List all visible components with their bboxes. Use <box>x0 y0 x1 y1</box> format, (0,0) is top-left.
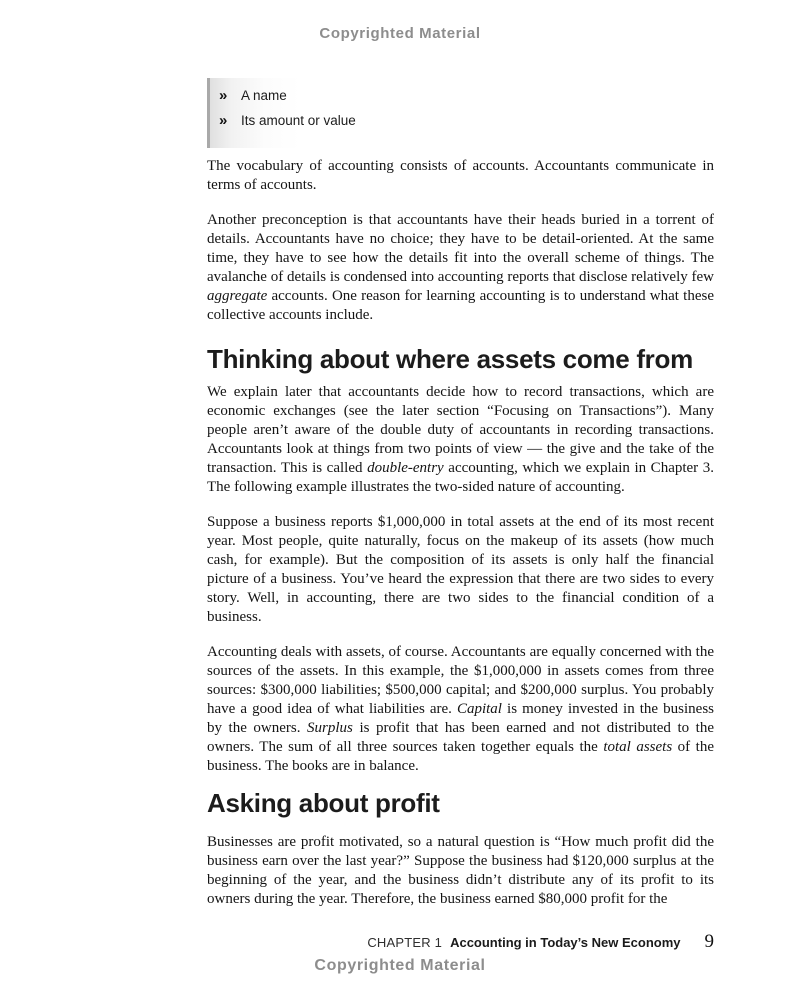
section-heading-profit: Asking about profit <box>207 788 440 818</box>
paragraph-preconception: Another preconception is that accountants have their heads buried in a torrent of details. Accountants have no choice; they have to be detail-oriented. At the same time, they have to see how the details fit into the overall scheme of things. The avalanche of details is condensed into accounting reports that disclose relatively few aggregate accounts. One reason for learning accounting is to understand what these collective accounts include. <box>207 212 714 323</box>
bullet-item-label: A name <box>241 88 287 103</box>
chapter-title: Accounting in Today’s New Economy <box>450 935 681 950</box>
chevron-bullet-icon: » <box>219 112 228 129</box>
bullet-list <box>207 78 714 148</box>
section-heading-assets: Thinking about where assets come from <box>207 344 693 374</box>
list-item <box>219 112 714 129</box>
paragraph-vocabulary: The vocabulary of accounting consists of accounts. Accountants communicate in terms of accounts. <box>207 158 714 193</box>
paragraph-total-assets-example: Suppose a business reports $1,000,000 in total assets at the end of its most recent year. Most people, quite naturally, focus on the makeup of its assets (how much cash, for example). But the composition of its assets is only half the financial picture of a business. You’ve heard the expression that there are two sides to every story. Well, in accounting, there are two sides to the financial condition of a business. <box>207 514 714 625</box>
chevron-bullet-icon: » <box>219 87 228 104</box>
copyright-notice-bottom: Copyrighted Material <box>314 957 486 974</box>
chapter-number-label: CHAPTER 1 <box>367 935 443 950</box>
copyright-notice-top: Copyrighted Material <box>319 25 481 42</box>
page-number: 9 <box>704 931 714 952</box>
paragraph-double-entry: We explain later that accountants decide how to record transactions, which are economic exchanges (see the later section “Focusing on Transactions”). Many people aren’t aware of the double duty of accountants in recording transactions. Accountants look at things from two points of view — the give and the take of the transaction. This is called double-entry accounting, which we explain in Chapter 3. The following example illustrates the two-sided nature of accounting. <box>207 384 714 495</box>
bullet-item-label: Its amount or value <box>241 113 356 128</box>
page-footer <box>207 931 714 953</box>
list-item <box>219 87 714 104</box>
paragraph-sources-of-assets: Accounting deals with assets, of course. Accountants are equally concerned with the sources of the assets. In this example, the $1,000,000 in assets comes from three sources: $300,000 liabilities; $500,000 capital; and $200,000 surplus. You probably have a good idea of what liabilities are. Capital is money invested in the business by the owners. Surplus is profit that has been earned and not distributed to the owners. The sum of all three sources taken together equals the total assets of the business. The books are in balance. <box>207 644 714 774</box>
paragraph-profit-question: Businesses are profit motivated, so a natural question is “How much profit did the business earn over the last year?” Suppose the business had $120,000 surplus at the beginning of the year, and the business didn’t distribute any of its profit to its owners during the year. Therefore, the business earned $80,000 profit for the <box>207 834 714 907</box>
